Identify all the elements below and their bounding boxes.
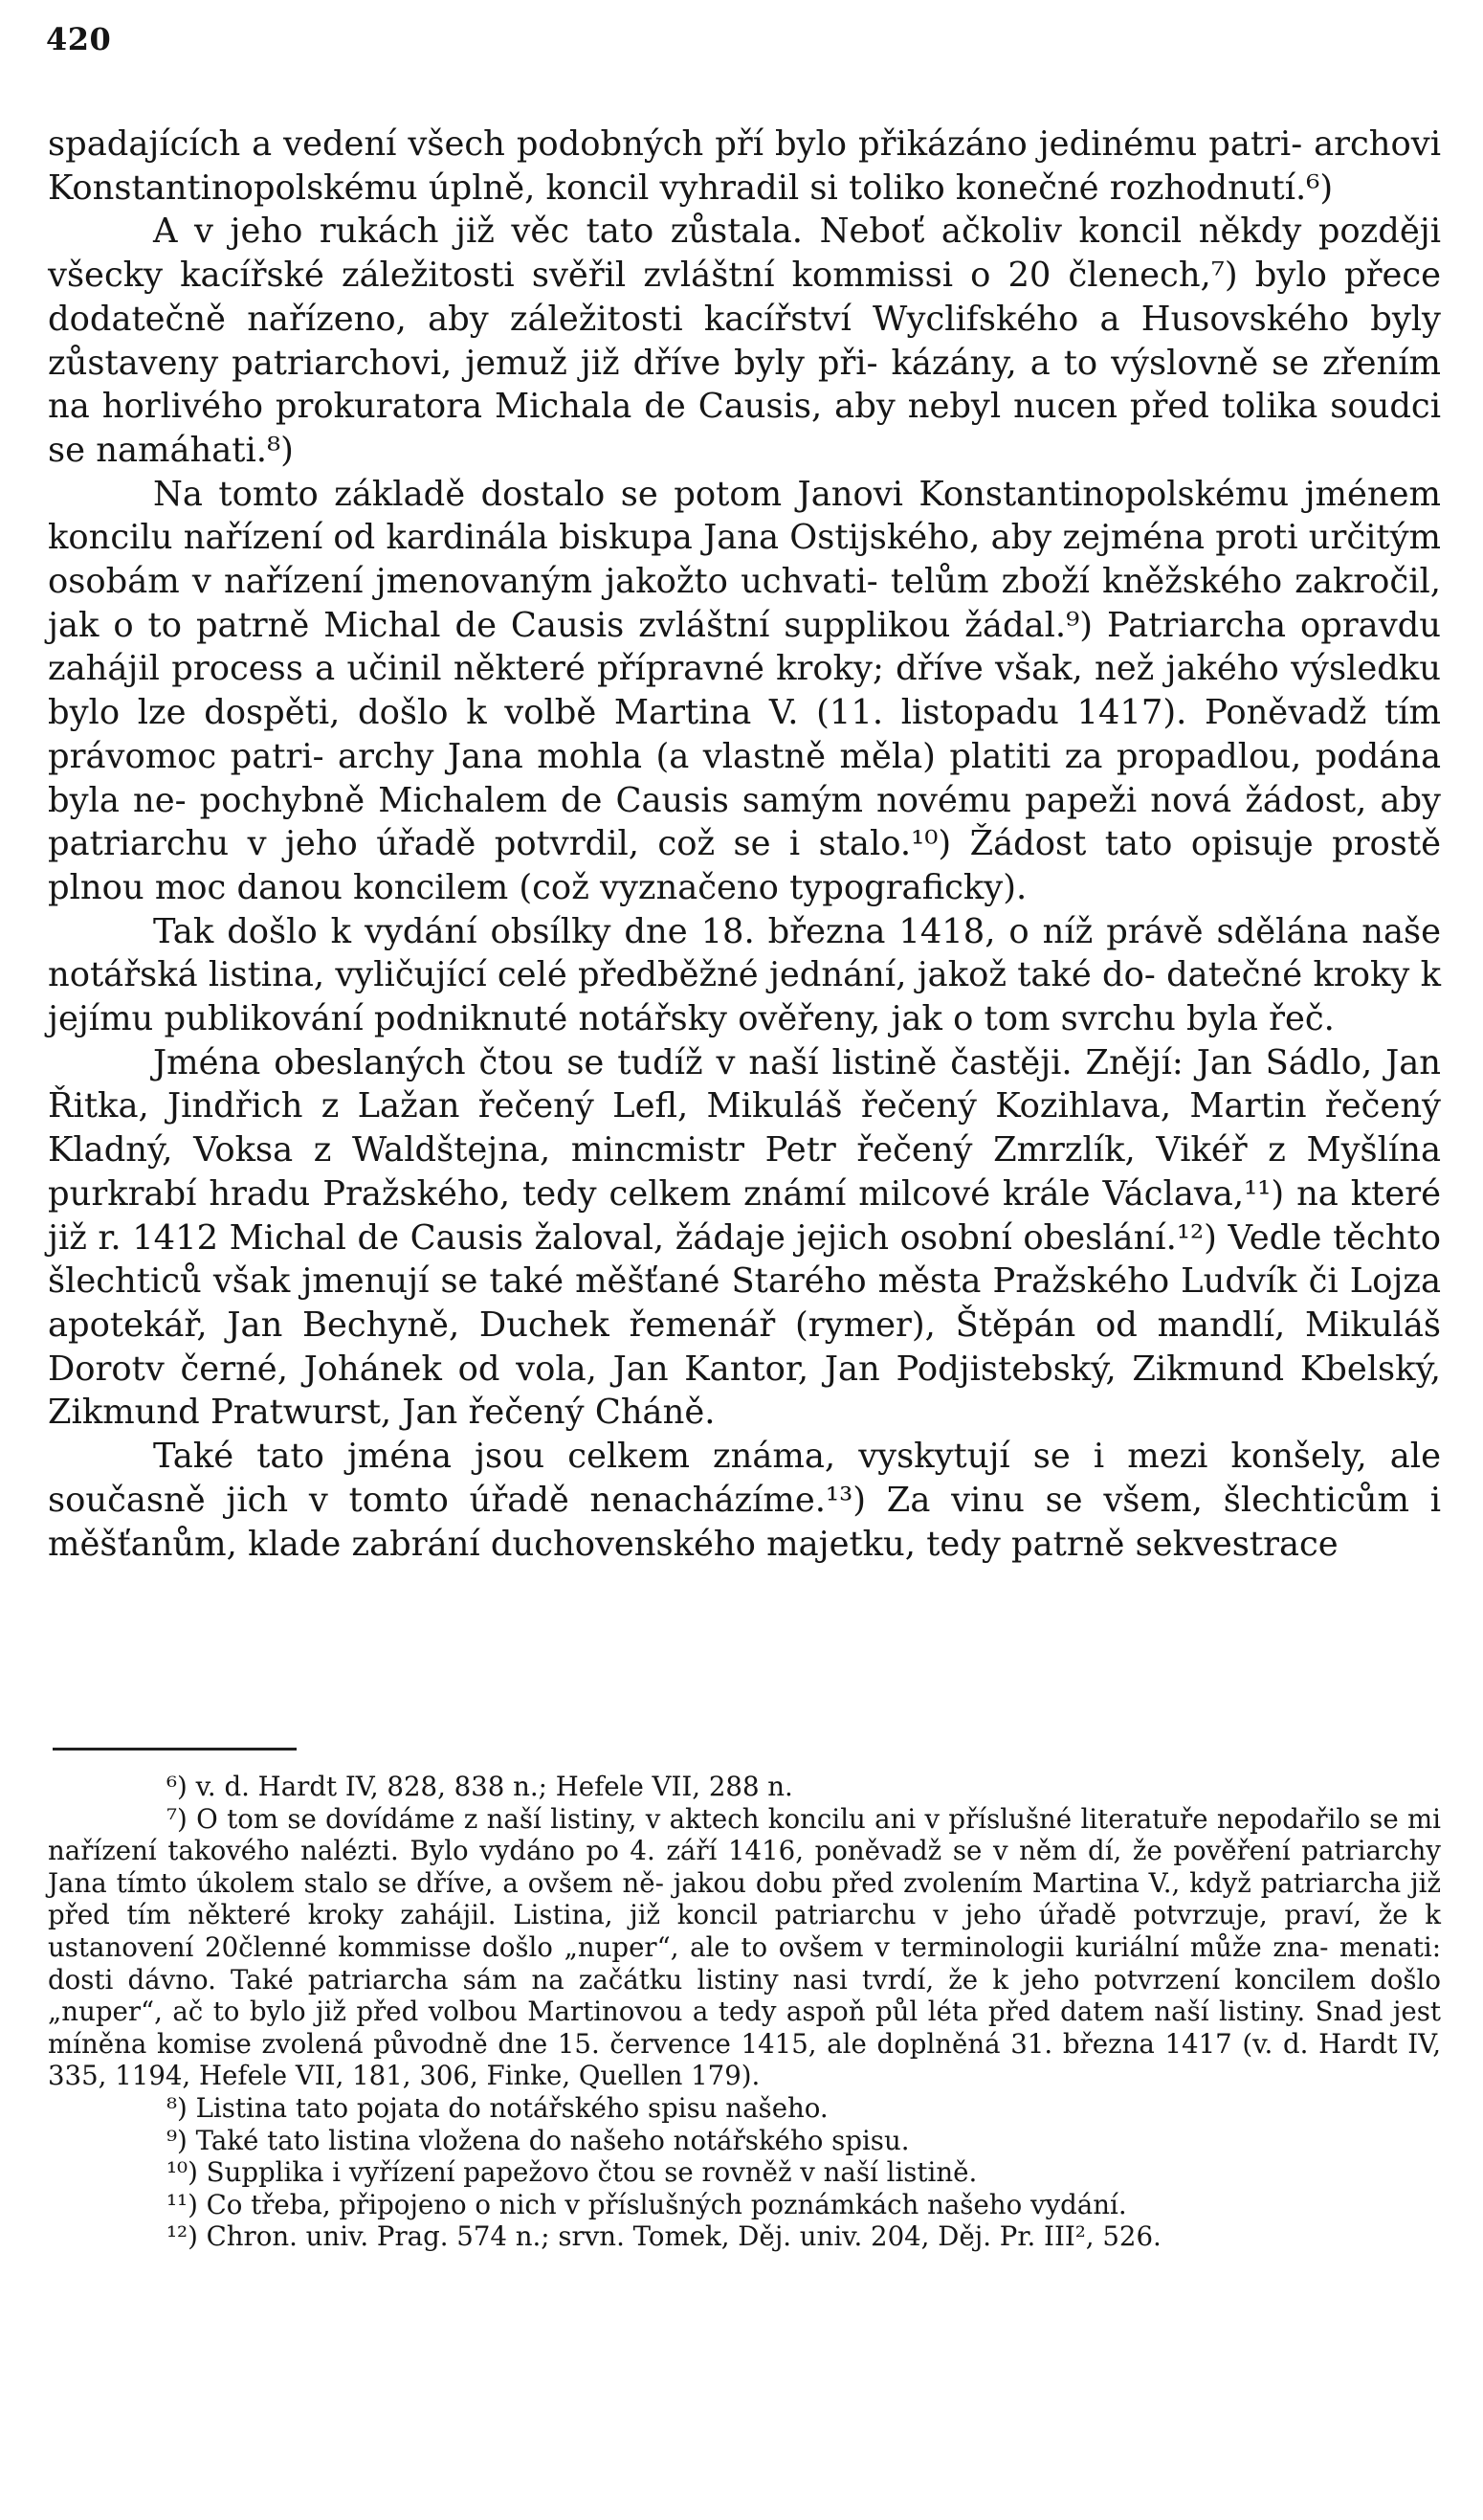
footnote-11: ¹¹) Co třeba, připojeno o nich v příslušných poznámkách našeho vydání. — [166, 2188, 1127, 2220]
paragraph-6: Také tato jména jsou celkem známa, vyskytují se i mezi konšely, ale současně jich v tomto úřadě nenacházíme.¹³) Za vinu se všem, šlechticům i měšťanům, klade zabrání duchovenského majetku, tedy patrně sekvestrace — [48, 1437, 1441, 1564]
paragraph-5: Jména obeslaných čtou se tudíž v naší listině častěji. Znějí: Jan Sádlo, Jan Řitka, Jindřich z Lažan řečený Lefl, Mikuláš řečený Kozihlava, Martin řečený Kladný, Voksa z Waldštejna, mincmistr Petr řečený Zmrzlík, Vikéř z Myšlína purkrabí hradu Pražského, tedy celkem známí milcové krále Václava,¹¹) na které již r. 1412 Michal de Causis žaloval, žádaje jejich osobní obeslání.¹²) Vedle těchto šlechticů však jmenují se také měšťané Starého města Pražského Ludvík či Lojza apotekář, Jan Bechyně, Duchek řemenář (rymer), Štěpán od mandlí, Mikuláš Dorotv černé, Johánek od vola, Jan Kantor, Jan Podjistebský, Zikmund Kbelský, Zikmund Pratwurst, Jan řečený Cháně. — [48, 1042, 1441, 1433]
footnote-9: ⁹) Také tato listina vložena do našeho notářského spisu. — [166, 2124, 910, 2156]
page-number: 420 — [46, 21, 112, 57]
footnote-separator — [53, 1748, 297, 1751]
footnotes — [48, 1771, 1441, 2253]
footnote-6: ⁶) v. d. Hardt IV, 828, 838 n.; Hefele VII, 288 n. — [166, 1771, 793, 1802]
paragraph-1: spadajících a vedení všech podobných pří bylo přikázáno jedinému patri- archovi Konstantinopolskému úplně, koncil vyhradil si toliko konečné rozhodnutí.⁶) — [48, 124, 1441, 208]
paragraph-3: Na tomto základě dostalo se potom Janovi Konstantinopolskému jménem koncilu nařízení od kardinála biskupa Jana Ostijského, aby zejména proti určitým osobám v nařízení jmenovaným jakožto uchvati- telům zboží kněžského zakročil, jak o to patrně Michal de Causis zvláštní supplikou žádal.⁹) Patriarcha opravdu zahájil process a učinil některé přípravné kroky; dříve však, než jakého výsledku bylo lze dospěti, došlo k volbě Martina V. (11. listopadu 1417). Poněvadž tím právomoc patri- archy Jana mohla (a vlastně měla) platiti za propadlou, podána byla ne- pochybně Michalem de Causis samým novému papeži nová žádost, aby patriarchu v jeho úřadě potvrdil, což se i stalo.¹⁰) Žádost tato opisuje prostě plnou moc danou koncilem (což vyznačeno typograficky). — [48, 474, 1441, 907]
paragraph-2: A v jeho rukách již věc tato zůstala. Neboť ačkoliv koncil někdy později všecky kacířské záležitosti svěřil zvláštní kommissi o 20 členech,⁷) bylo přece dodatečně nařízeno, aby záležitosti kacířství Wyclifského a Husovského byly zůstaveny patriarchovi, jemuž již dříve byly při- kázány, a to výslovně se zřením na horlivého prokuratora Michala de Causis, aby nebyl nucen před tolika soudci se namáhati.⁸) — [48, 212, 1441, 470]
footnote-7: ⁷) O tom se dovídáme z naší listiny, v aktech koncilu ani v příslušné literatuře nepodařilo se mi nařízení takového nalézti. Bylo vydáno po 4. září 1416, poněvadž se v něm dí, že pověření patriarchy Jana tímto úkolem stalo se dříve, a ovšem ně- jakou dobu před zvolením Martina V., když patriarcha již před tím některé kroky zahájil. Listina, již koncil patriarchu v jeho úřadě potvrzuje, praví, že k ustanovení 20členné kommisse došlo „nuper“, ale to ovšem v terminologii kuriální může zna- menati: dosti dávno. Také patriarcha sám na začátku listiny nasi tvrdí, že k jeho potvrzení koncilem došlo „nuper“, ač to bylo již před volbou Martinovou a tedy aspoň půl léta před datem naší listiny. Snad jest míněna komise zvolená původně dne 15. července 1415, ale doplněná 31. března 1417 (v. d. Hardt IV, 335, 1194, Hefele VII, 181, 306, Finke, Quellen 179). — [48, 1802, 1441, 2092]
footnote-8: ⁸) Listina tato pojata do notářského spisu našeho. — [166, 2091, 829, 2124]
paragraph-4: Tak došlo k vydání obsílky dne 18. března 1418, o níž právě sdělána naše notářská listina, vyličující celé předběžné jednání, jakož také do- datečné kroky k jejímu publikování podniknuté notářsky ověřeny, jak o tom svrchu byla řeč. — [48, 911, 1441, 1039]
footnote-12: ¹²) Chron. univ. Prag. 574 n.; srvn. Tomek, Děj. univ. 204, Děj. Pr. III², 526. — [166, 2220, 1162, 2253]
footnote-10: ¹⁰) Supplika i vyřízení papežovo čtou se rovněž v naší listině. — [166, 2156, 978, 2189]
main-text — [48, 123, 1441, 1566]
